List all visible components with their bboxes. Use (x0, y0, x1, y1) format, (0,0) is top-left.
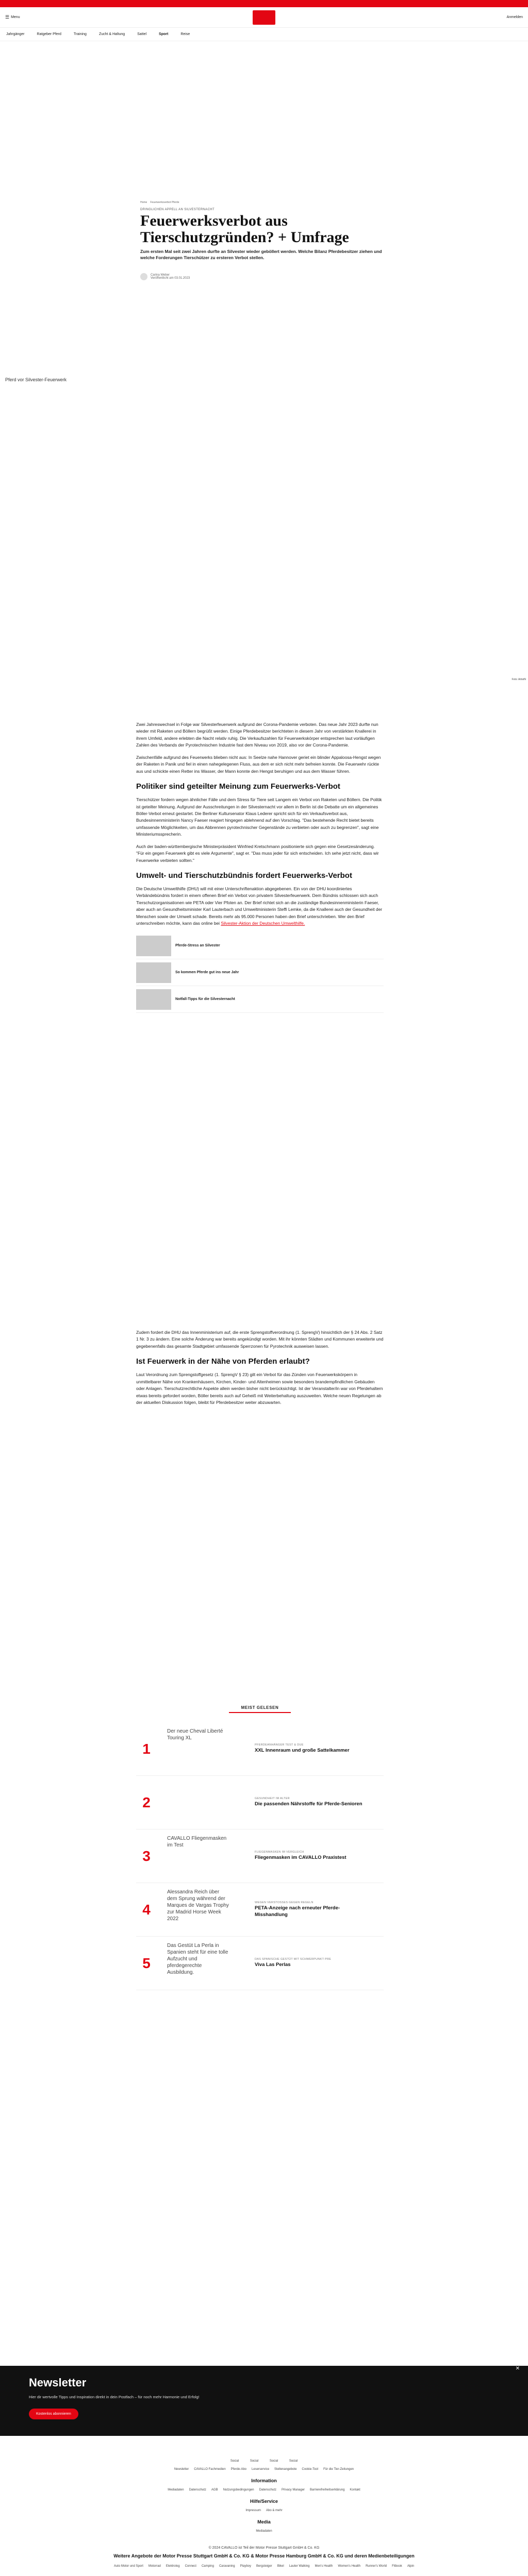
most-read-headline: Fliegenmasken im CAVALLO Praxistest (255, 1855, 346, 1861)
menu-button[interactable] (5, 14, 20, 20)
rank-number: 4 (142, 1901, 151, 1918)
nav-item[interactable]: Reise (180, 32, 190, 36)
related-thumb (136, 962, 171, 983)
most-read-item[interactable] (136, 1883, 384, 1937)
login-label: Anmelden (506, 15, 523, 19)
section-heading: Ist Feuerwerk in der Nähe von Pferden erlaubt? (136, 1357, 310, 1366)
partner-link[interactable]: Bergsteiger (256, 2564, 272, 2568)
footer-link[interactable]: Mediadaten (256, 2530, 272, 2533)
rank-number: 2 (142, 1794, 151, 1810)
footer-link[interactable]: Stellenangebote (274, 2468, 297, 2471)
site-logo[interactable] (253, 10, 275, 25)
copyright: © 2024 CAVALLO ist Teil der Motor Presse Stuttgart GmbH & Co. KG (208, 2546, 320, 2550)
social-icon[interactable]: Social (269, 2460, 278, 2463)
footer-media-links (0, 2530, 528, 2533)
most-read-kicker: WEGEN VERSTOSSES GEGEN REGELN (255, 1901, 314, 1905)
most-read-headline: XXL Innenraum und große Sattelkammer (255, 1748, 350, 1754)
footer-heading: Media (257, 2519, 271, 2524)
hamburger-icon: ☰ (5, 14, 10, 20)
paragraph: Auch der baden-württembergische Ministerpräsident Winfried Kretschmann positionierte sich gegen eine Gesetzesänderung. "Für ein gegen Feuerwerk gibt es viele Argumente", sagt er. "Das muss jeder für sich entscheiden. Ich sehe jetzt nicht, dass wir Feuerwerke verbieten sollten." (136, 843, 379, 863)
partner-link[interactable]: Caravaning (219, 2564, 235, 2568)
footer-link[interactable]: Abo & mehr (266, 2509, 283, 2512)
site-header (0, 7, 528, 28)
related-item[interactable] (136, 936, 384, 959)
footer-heading: Hilfe/Service (250, 2499, 278, 2504)
related-thumb (136, 989, 171, 1010)
footer-info-links (0, 2488, 528, 2492)
duh-link[interactable]: Silvester-Aktion der Deutschen Umwelthilfe. (221, 921, 305, 926)
social-links (0, 2460, 528, 2463)
partner-link[interactable]: Bikel (277, 2564, 284, 2568)
paragraph: Tierschützer fordern wegen ähnlicher Fälle und dem Stress für Tiere seit Langem ein Verbot von Raketen und Böllern. Die Politik ist geteilter Meinung. Aufgrund der Ausschreitungen in der Silvesternacht vor allem in Berlin ist die Debatte um ein allgemeines Böller-Verbot erneut gestartet. Die Berliner Kultursenator Klaus Lederer spricht sich für ein Verkaufsverbot aus, Bundesinnenministerin Nancy Faeser reagiert hingegen ablehnend auf den Vorschlag. "Das bestehende Recht bietet bereits umfassende Möglichkeiten, um das Abbrennen pyrotechnischer Gegenstände zu verbieten oder auch zu begrenzen", sagt eine Ministeriumssprecherin. (136, 797, 382, 837)
footer-link[interactable]: Mediadaten (168, 2488, 184, 2492)
footer-link[interactable]: Leserservice (252, 2468, 270, 2471)
footer-link[interactable]: Newsletter (174, 2468, 189, 2471)
footer-link[interactable]: Datenschutz (259, 2488, 277, 2492)
partner-link[interactable]: Lauter Walking (289, 2564, 310, 2568)
most-read-image: Der neue Cheval Liberté Touring XL (167, 1728, 223, 1741)
related-thumb (136, 936, 171, 956)
most-read-item[interactable] (136, 1829, 384, 1883)
footer-link[interactable]: Kontakt (350, 2488, 360, 2492)
most-read-item[interactable] (136, 1937, 384, 1990)
nav-item[interactable]: Jahrgänger (6, 32, 25, 36)
nav-item[interactable]: Zucht & Haltung (98, 32, 125, 36)
section-heading: Umwelt- und Tierschutzbündnis fordert Feuerwerks-Verbot (136, 871, 352, 880)
menu-label: Menu (11, 15, 20, 19)
article-body (136, 721, 384, 1013)
partner-link[interactable]: Elektrolog (166, 2564, 180, 2568)
footer-link[interactable]: Privacy Manager (282, 2488, 305, 2492)
partner-heading: Weitere Angebote der Motor Presse Stuttgart GmbH & Co. KG & Motor Presse Hamburg GmbH & Co. KG und deren Medienbeteiligungen (113, 2553, 415, 2558)
footer-link[interactable]: CAVALLO Fachmedien (194, 2468, 226, 2471)
hero-image-alt: Pferd vor Silvester-Feuerwerk (5, 377, 67, 382)
footer-link[interactable]: Pferde-Abo (230, 2468, 247, 2471)
most-read-headline: Die passenden Nährstoffe für Pferde-Senioren (255, 1801, 362, 1807)
nav-item[interactable]: Sattel (137, 32, 147, 36)
rank-number: 1 (142, 1740, 151, 1757)
partner-link[interactable]: Women's Health (338, 2564, 361, 2568)
category-nav (0, 28, 528, 41)
publish-date: Veröffentlicht am 03.01.2023 (151, 277, 190, 280)
footer-link[interactable]: Datenschutz (189, 2488, 206, 2492)
partner-links (0, 2565, 528, 2568)
partner-link[interactable]: Connect (185, 2564, 196, 2568)
social-icon[interactable]: Social (289, 2460, 298, 2463)
hero-credit: Foto: ArtistN (512, 678, 526, 681)
ad-slot (0, 41, 528, 201)
paragraph: Zudem fordert die DHU das Innenministerium auf, die erste Sprengstoffverordnung (1. SprengV) hinsichtlich der § 24 Abs. 2 Satz 1 Nr. 3 zu ändern. Eine solche Änderung war bereits angekündigt worden. Mit ihr könnten Städten und Kommunen erweiterte und gegebenenfalls das gesamte Stadtgebiet umfassende Sperrzonen für Pyrotechnik ausweisen lassen. (136, 1330, 384, 1349)
nav-item[interactable]: Training (73, 32, 87, 36)
site-footer (0, 2452, 528, 2568)
hero-image (0, 375, 528, 664)
newsletter-banner (0, 2366, 528, 2436)
most-read (136, 1705, 384, 1990)
most-read-image: CAVALLO Fliegenmasken im Test (167, 1835, 227, 1848)
related-articles (136, 936, 384, 1013)
article-body-2 (136, 1329, 384, 1412)
nav-item[interactable]: Ratgeber Pferd (37, 32, 61, 36)
rank-number: 3 (142, 1848, 151, 1864)
footer-top-links (0, 2468, 528, 2471)
most-read-kicker: GESUNDHEIT IM ALTER (255, 1797, 290, 1801)
most-read-image (167, 1782, 229, 1824)
most-read-image: Das Gestüt La Perla in Spanien steht für eine tolle Aufzucht und pferdegerechte Ausbildung. (167, 1942, 228, 1975)
related-title: So kommen Pferde gut ins neue Jahr (175, 971, 239, 975)
most-read-item[interactable] (136, 1776, 384, 1829)
footer-link[interactable]: Für die Tier-Zeitungen (323, 2468, 354, 2471)
article-header (140, 201, 388, 280)
rank-number: 5 (142, 1955, 151, 1971)
author-name[interactable]: Carina Weber (151, 274, 170, 277)
top-accent-bar (0, 0, 528, 7)
paragraph: Zwei Jahreswechsel in Folge war Silvesterfeuerwerk aufgrund der Corona-Pandemie verboten. Das neue Jahr 2023 durfte nun wieder mit Raketen und Böllern begrüßt werden. Einige Pferdebesitzer berichteten in diesem Jahr von verstärkten Knallerei in ihrem Umfeld, andere erlebten die Nacht relativ ruhig. Die Verkaufszahlen für Feuerwerkskörper entsprechen laut vorläufigen Zahlen des Verbands der Pyrotechnischen Industrie fast dem Niveau von 2019, also vor der Corona-Pandemie. (136, 722, 378, 748)
newsletter-subscribe-button[interactable]: Kostenlos abonnieren (29, 2409, 78, 2419)
partner-link[interactable]: Fitbook (392, 2564, 402, 2568)
newsletter-title: Newsletter (29, 2376, 87, 2389)
avatar (140, 273, 147, 280)
partner-link[interactable]: Motorrad (148, 2564, 161, 2568)
close-icon[interactable]: ✕ (515, 2366, 520, 2371)
article-title: Feuerwerksverbot aus Tierschutzgründen? + Umfrage (140, 212, 349, 246)
most-read-title: MEIST GELESEN (229, 1705, 291, 1713)
section-heading: Politiker sind geteilter Meinung zum Feuerwerks-Verbot (136, 782, 340, 791)
paragraph (136, 886, 384, 927)
footer-link[interactable]: Impressum (245, 2509, 261, 2512)
nav-item-active[interactable]: Sport (159, 32, 169, 36)
breadcrumb-current: Feuerwerksverbot Pferde (150, 201, 179, 204)
partner-link[interactable]: Runner's World (366, 2564, 387, 2568)
social-icon[interactable]: Social (230, 2460, 239, 2463)
article-kicker: DRINGLICHEN APPELL AN SILVESTERNACHT (140, 208, 215, 211)
newsletter-subtitle: Hier dir wertvolle Tipps und Inspiration direkt in dein Postfach – für noch mehr Harmonie und Erfolg! (29, 2395, 200, 2399)
social-icon[interactable]: Social (250, 2460, 259, 2463)
most-read-item[interactable] (136, 1722, 384, 1776)
most-read-headline: Viva Las Perlas (255, 1962, 291, 1968)
partner-link[interactable]: Alpin (407, 2564, 415, 2568)
partner-link[interactable]: Camping (201, 2564, 214, 2568)
breadcrumb-home[interactable]: Home (140, 201, 147, 204)
related-title: Pferde-Stress an Silvester (175, 944, 220, 948)
most-read-headline: PETA-Anzeige nach erneuter Pferde-Misshandlung (255, 1905, 340, 1918)
paragraph: Laut Verordnung zum Sprengstoffgesetz (1. SprengV § 23) gilt ein Verbot für das Zünden von Feuerwerkskörpern in unmittelbarer Nähe von Krankenhäusern, Kirchen, Kinder- und Altenheimen sowie besonders brandempfindlichen Gebäuden oder Anlagen. Tierschutzrechtliche Aspekte allein werden bisher nicht berücksichtigt. Ist der Veranstalter/in war von Pferdehaltern etwas bereits gefordert worden, Böller bereits auch auf Geheiß mit Weiterbehaltung auszuweiten. Welche neuen Regelungen ab der aktuellen Diskussion folgen, bleibt für Pferdebesitzer weiter abzuwarten. (136, 1372, 383, 1405)
related-title: Notfall-Tipps für die Silvesternacht (175, 997, 235, 1002)
most-read-kicker: FLIEGENMASKEN IM VERGLEICH (255, 1851, 304, 1854)
most-read-kicker: DAS SPANISCHE GESTÜT MIT SCHWERPUNKT PRE (255, 1958, 332, 1961)
related-item[interactable] (136, 962, 384, 986)
partner-link[interactable]: Men's Health (315, 2564, 333, 2568)
footer-link[interactable]: AGB (211, 2488, 218, 2492)
paragraph-text: Die Deutsche Umwelthilfe (DHU) will mit einer Unterschriftenaktion abgegebenen. Ein von der DHU koordiniertes Verbändebündnis fordert in einem offenen Brief ein Verbot von privatem Silvesterfeuerwerk. Dem Bündnis schlossen sich auch Tierschutzorganisationen wie PETA oder Vier Pfoten an. Der Brief richtet sich an die zuständige Bundesinnenministerin Faeser, aber auch an Gesundheitsminister Karl Lauterbach und Umweltministerin Steffi Lemke, da die Knallerei auch der Gesundheit der Menschen sowie der Umwelt schade. Bereits mehr als 95.000 Personen haben den Brief unterschrieben. Wer den Brief unterschreiben möchte, kann das online bei (136, 886, 383, 926)
footer-link[interactable]: Barrierefreiheitserklärung (310, 2488, 345, 2492)
author-block (140, 273, 388, 280)
footer-link[interactable]: Cookie-Tool (302, 2468, 319, 2471)
paragraph: Zwischenfälle aufgrund des Feuerwerks blieben nicht aus: In Seelze nahe Hannover geriet ein blinder Appaloosa-Hengst wegen der Raketen in Panik und fiel in einen nahegelegenen Fluss, aus dem er sich nicht mehr befreien konnte. Die Feuerwehr rückte aus und schickte einen Retter ins Wasser, der Mann konnte den Hengst beruhigen und aus dem Wasser führen. (136, 754, 381, 774)
related-item[interactable] (136, 989, 384, 1013)
article-lead: Zum ersten Mal seit zwei Jahren durfte an Silvester wieder geböllert werden. Welche Bilanz Pferdebesitzer ziehen und welche Forderungen Tierschützer zu ersteren Verbot stellen. (140, 249, 382, 261)
footer-help-links (0, 2509, 528, 2512)
most-read-image: Alessandra Reich über dem Sprung während der Marques de Vargas Trophy zur Madrid Horse Week 2022 (167, 1889, 229, 1922)
login-button[interactable] (506, 15, 523, 19)
footer-heading: Information (251, 2478, 277, 2483)
footer-link[interactable]: Nutzungsbedingungen (223, 2488, 254, 2492)
breadcrumb (140, 201, 388, 204)
partner-link[interactable]: Playboy (240, 2564, 251, 2568)
partner-link[interactable]: Auto Motor und Sport (113, 2564, 143, 2568)
most-read-kicker: PFERDEANHÄNGER TEST & DUE (255, 1743, 304, 1747)
